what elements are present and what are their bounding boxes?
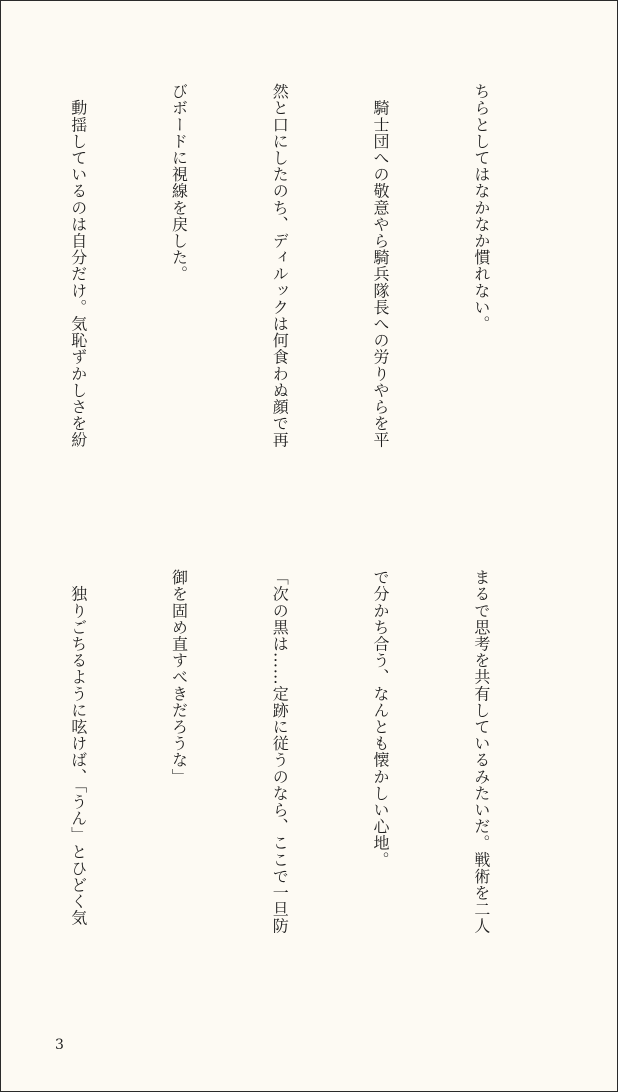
text-line: 然と口にしたのち、ディルックは何食わぬ顔で再 [270,83,290,449]
text-line: 御を固め直すべきだろうな」 [169,569,189,785]
text-block-top [0,83,565,513]
text-line: 動揺しているのは自分だけ。気恥ずかしさを紛 [68,83,88,449]
text-line: 独りごちるように呟けば、「うん」とひどく気 [68,569,88,927]
text-line: で分かち合う、なんとも懐かしい心地。 [371,569,391,868]
text-block-bottom [0,569,565,999]
text-line: 「次の黒は……定跡に従うのなら、ここで一旦防 [270,569,290,935]
page-number: 3 [55,1037,64,1053]
text-line: ちらとしてはなかなか慣れない。 [471,83,491,332]
text-line: びボードに視線を戻した。 [169,83,189,283]
text-line: まるで思考を共有しているみたいだ。戦術を二人 [471,569,491,935]
text-line: 騎士団への敬意やら騎兵隊長への労りやらを平 [371,83,391,449]
